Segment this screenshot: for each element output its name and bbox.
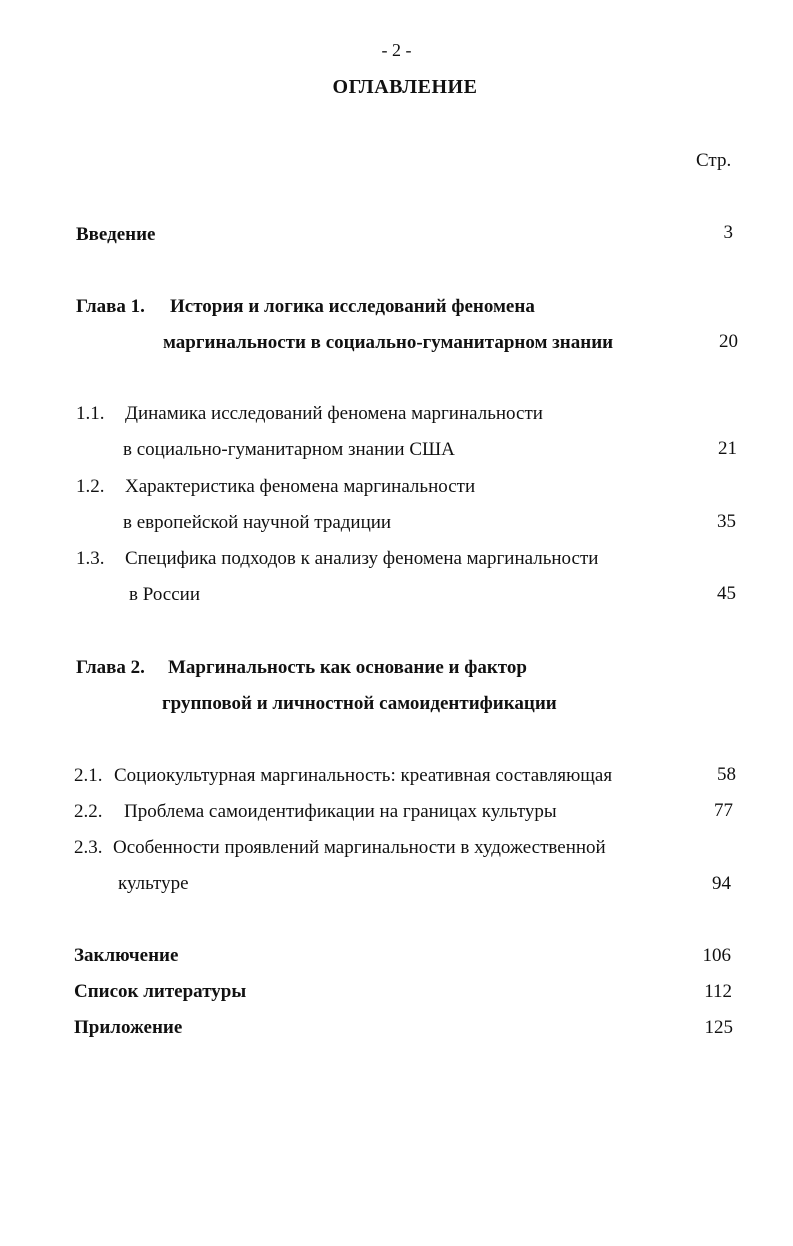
section-1-3-number: 1.3. (76, 548, 105, 569)
section-2-2-line1: Проблема самоидентификации на границах культуры (124, 801, 557, 822)
section-2-3-line1: Особенности проявлений маргинальности в художественной (113, 837, 606, 858)
section-1-1-page: 21 (718, 438, 737, 459)
section-2-2-page: 77 (714, 800, 733, 821)
chapter2-title-line1: Маргинальность как основание и фактор (168, 657, 527, 678)
toc-intro-label: Введение (76, 224, 156, 245)
chapter2-number: Глава 2. (76, 657, 145, 678)
section-2-3-number: 2.3. (74, 837, 103, 858)
toc-appendix-label: Приложение (74, 1017, 183, 1038)
chapter1-title-line1: История и логика исследований феномена (170, 296, 535, 317)
page-column-header: Стр. (696, 150, 732, 171)
toc-appendix-page: 125 (704, 1017, 733, 1038)
section-1-3-line1: Специфика подходов к анализу феномена маргинальности (125, 548, 599, 569)
section-2-3-page: 94 (712, 873, 731, 894)
chapter1-page: 20 (719, 331, 738, 352)
chapter1-title-line2: маргинальности в социально-гуманитарном знании (163, 332, 614, 353)
section-2-1-number: 2.1. (74, 765, 103, 786)
section-1-1-line1: Динамика исследований феномена маргинальности (125, 403, 543, 424)
section-1-2-line2: в европейской научной традиции (123, 512, 392, 533)
section-1-2-line1: Характеристика феномена маргинальности (125, 476, 476, 497)
section-1-2-number: 1.2. (76, 476, 105, 497)
section-1-3-line2: в России (129, 584, 200, 605)
toc-conclusion-page: 106 (702, 945, 731, 966)
toc-conclusion-label: Заключение (74, 945, 179, 966)
chapter1-number: Глава 1. (76, 296, 145, 317)
section-2-1-page: 58 (717, 764, 736, 785)
chapter2-title-line2: групповой и личностной самоидентификации (162, 693, 557, 714)
section-2-1-line1: Социокультурная маргинальность: креативная составляющая (114, 765, 613, 786)
section-1-3-page: 45 (717, 583, 736, 604)
toc-references-page: 112 (704, 981, 732, 1002)
section-1-1-number: 1.1. (76, 403, 105, 424)
section-2-2-number: 2.2. (74, 801, 103, 822)
section-1-2-page: 35 (717, 511, 736, 532)
section-2-3-line2: культуре (118, 873, 189, 894)
page-number: - 2 - (381, 40, 412, 60)
toc-intro-page: 3 (723, 222, 733, 243)
section-1-1-line2: в социально-гуманитарном знании США (123, 439, 455, 460)
toc-references-label: Список литературы (74, 981, 247, 1002)
toc-title: ОГЛАВЛЕНИЕ (332, 76, 478, 98)
